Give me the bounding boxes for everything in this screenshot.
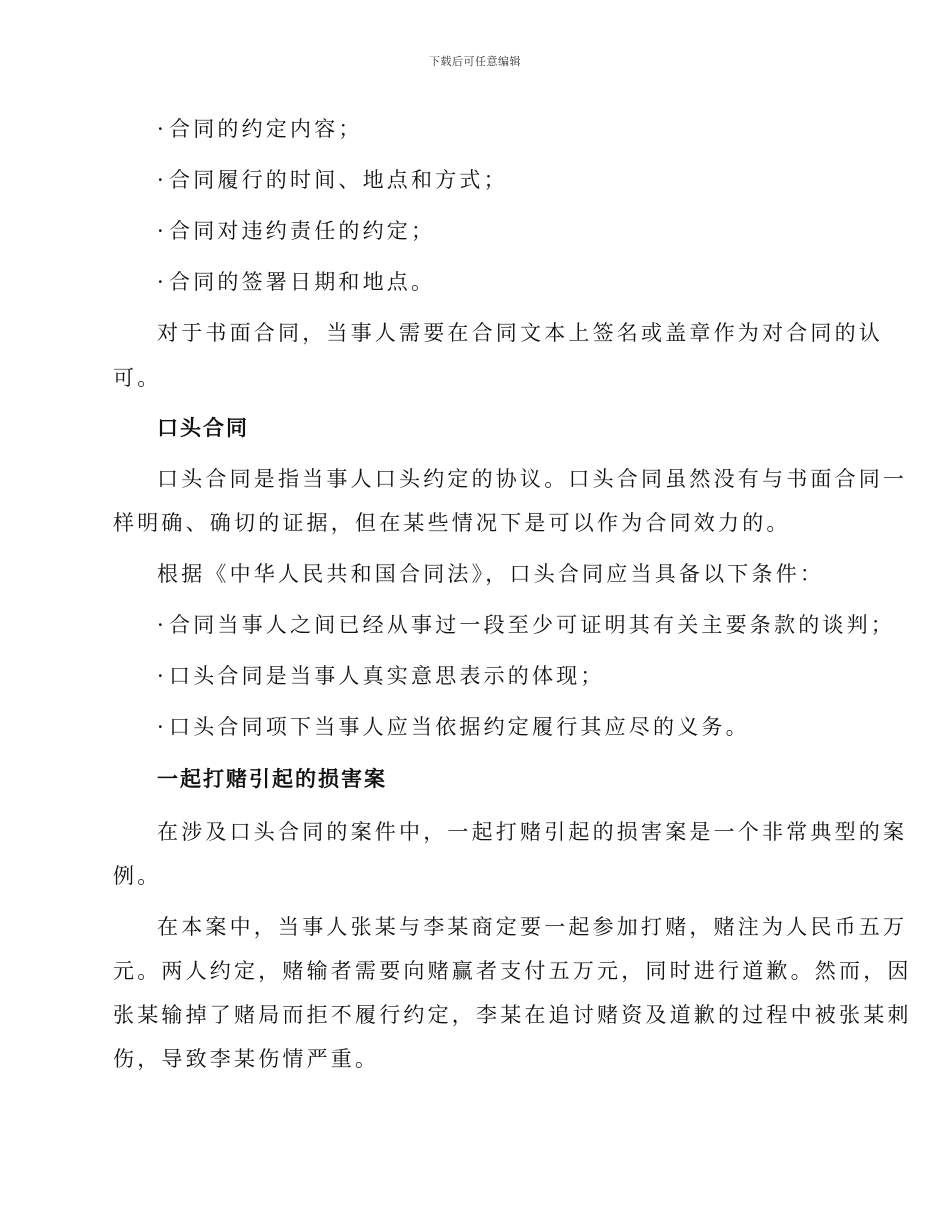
list-item <box>157 217 877 245</box>
bullet-icon: · <box>157 219 164 243</box>
paragraph-line: 根据《中华人民共和国合同法》，口头合同应当具备以下条件： <box>157 562 825 586</box>
list-item <box>157 713 877 741</box>
paragraph-line: 对于书面合同，当事人需要在合同文本上签名或盖章作为对合同的认 <box>157 321 883 345</box>
bullet-icon: · <box>157 270 164 294</box>
list-item <box>157 611 895 639</box>
bullet-icon: · <box>157 117 164 141</box>
list-item-text: 合同对违约责任的约定； <box>169 219 436 243</box>
paragraph-line: 在涉及口头合同的案件中，一起打赌引起的损害案是一个非常典型的案 <box>157 820 908 844</box>
list-item <box>157 662 877 690</box>
paragraph-line: 样明确、确切的证据，但在某些情况下是可以作为合同效力的。 <box>113 511 791 535</box>
paragraph-line: 伤，导致李某伤情严重。 <box>113 1047 380 1071</box>
bullet-icon: · <box>157 715 164 739</box>
list-item-text: 合同的签署日期和地点。 <box>169 270 436 294</box>
list-item <box>157 166 877 194</box>
list-item <box>157 115 877 143</box>
list-item-text: 合同履行的时间、地点和方式； <box>169 168 508 192</box>
list-item <box>157 268 877 296</box>
paragraph-line: 在本案中，当事人张某与李某商定要一起参加打赌，赌注为人民币五万 <box>157 915 908 939</box>
paragraph-line: 可。 <box>113 366 162 390</box>
list-item-text: 合同的约定内容； <box>169 117 363 141</box>
bullet-icon: · <box>157 613 164 637</box>
section-heading: 口头合同 <box>157 415 249 440</box>
paragraph-line: 元。两人约定，赌输者需要向赌赢者支付五万元，同时进行道歉。然而，因 <box>113 959 912 983</box>
bullet-icon: · <box>157 168 164 192</box>
list-item-text: 合同当事人之间已经从事过一段至少可证明其有关主要条款的谈判； <box>169 613 895 637</box>
bullet-icon: · <box>157 664 164 688</box>
list-item-text: 口头合同项下当事人应当依据约定履行其应尽的义务。 <box>169 715 750 739</box>
list-item-text: 口头合同是当事人真实意思表示的体现； <box>169 664 605 688</box>
page-header: 下载后可任意编辑 <box>429 55 521 68</box>
paragraph-line: 例。 <box>113 864 162 888</box>
paragraph-line: 口头合同是指当事人口头约定的协议。口头合同虽然没有与书面合同一 <box>157 467 908 491</box>
section-heading: 一起打赌引起的损害案 <box>157 766 387 791</box>
paragraph-line: 张某输掉了赌局而拒不履行约定，李某在追讨赌资及道歉的过程中被张某刺 <box>113 1003 912 1027</box>
